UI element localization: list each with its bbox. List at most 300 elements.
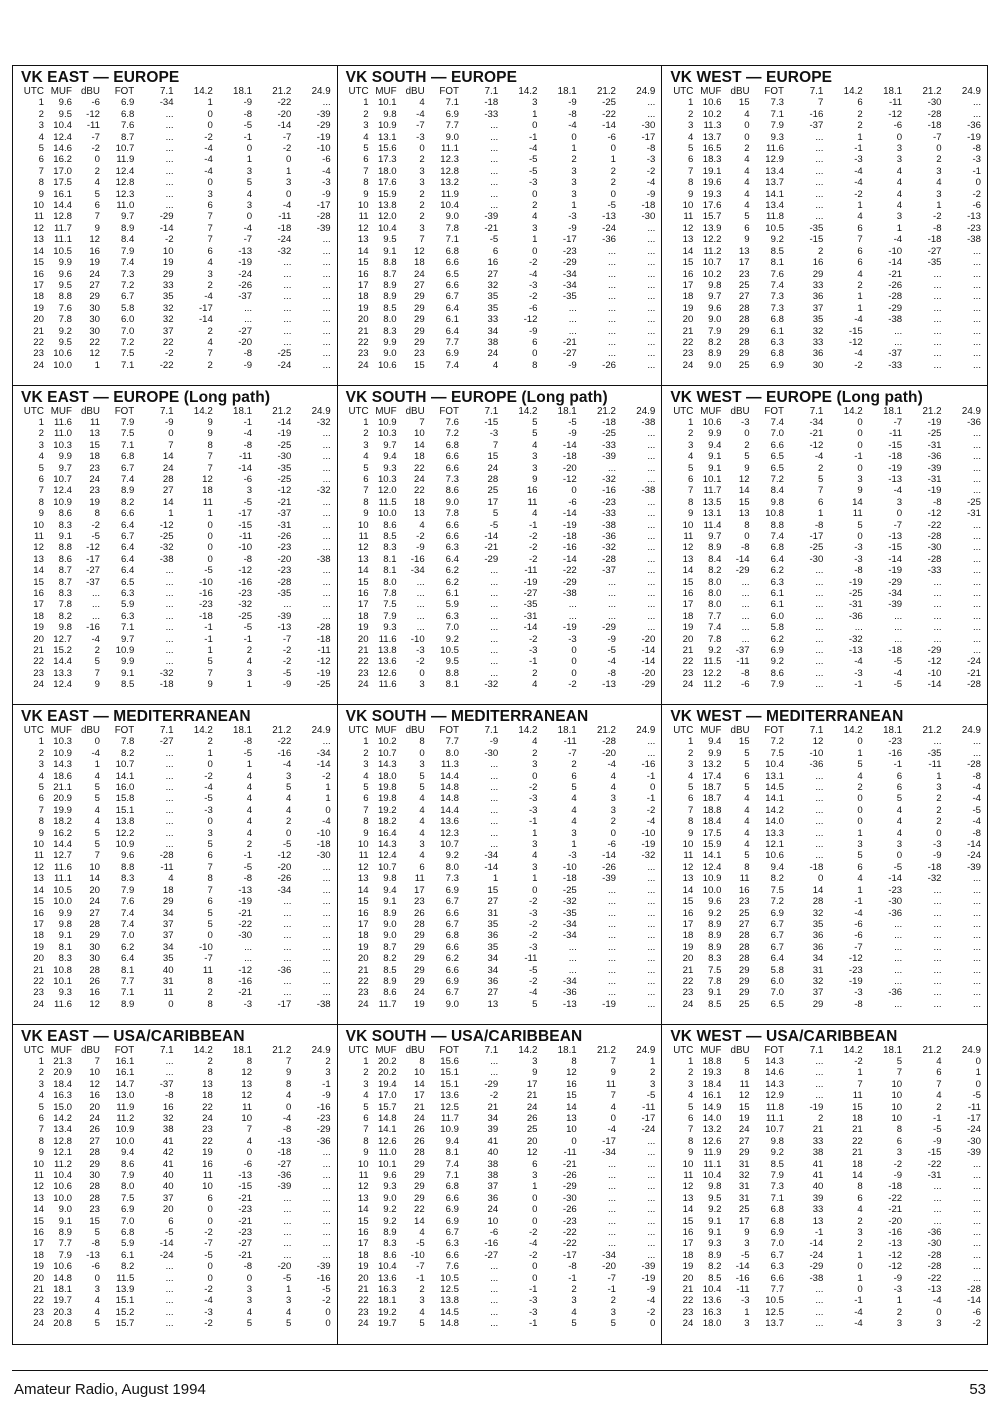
table-cell: 15.7 [377,1101,397,1113]
table-cell: 8.9 [383,907,397,919]
table-cell: 23 [414,348,425,360]
table-cell: -22 [562,565,577,577]
table-cell: 9.9 [708,428,722,440]
table-cell: -12 [277,850,292,862]
table-cell: ... [815,679,824,691]
table-cell: 4 [286,1090,292,1102]
table-cell: 20 [526,1135,538,1147]
table-cell: -8 [243,108,253,120]
table-cell: -6 [243,473,253,485]
table-cell: 4 [744,839,750,851]
table-cell: 5 [94,827,101,839]
table-cell: 5 [687,462,694,474]
table-cell: 9 [207,428,213,440]
table-cell: 3 [532,462,538,474]
table-cell: 8.5 [383,964,397,976]
table-cell: 7 [936,1078,942,1090]
table-cell: ... [490,1306,499,1318]
table-cell: 3 [936,782,942,794]
table-cell: 8.9 [383,279,397,291]
table-cell: ... [322,941,331,953]
column-header: 14.2 [193,405,213,417]
table-cell: 29 [738,987,750,999]
table-cell: 6.6 [445,964,459,976]
table-cell: -4 [243,428,253,440]
table-cell: -3 [972,154,981,166]
table-cell: -28 [927,1261,942,1273]
table-row [668,622,981,633]
table-cell: 19 [682,302,694,314]
table-cell: 11.3 [440,759,459,771]
table-cell: 18.3 [702,154,722,166]
table-cell: 1 [325,793,331,805]
table-cell: -37 [277,508,292,520]
table-cell: -1 [607,1284,617,1296]
table-cell: 4 [38,770,44,782]
table-cell: 0 [975,1055,981,1067]
table-cell: 14 [357,1204,369,1216]
table-cell: -11 [736,656,750,668]
table-cell: ... [322,462,331,474]
table-cell: 0 [286,1101,292,1113]
table-cell: ... [647,987,656,999]
table-cell: 7 [94,1055,101,1067]
column-header: MUF [50,1044,72,1056]
table-cell: 12.6 [377,667,397,679]
table-row [344,109,656,120]
table-cell: 6 [857,245,863,257]
table-cell: 6.6 [120,508,135,520]
table-cell: 7.1 [445,1169,459,1181]
table-cell: 4 [571,816,577,828]
table-cell: 16.3 [377,1284,397,1296]
table-cell: 11.2 [703,679,722,691]
table-cell: ... [322,565,331,577]
table-cell: 13.6 [440,816,459,828]
table-cell: ... [283,1215,292,1227]
table-cell: ... [647,348,656,360]
table-cell: 28 [738,314,750,326]
table-cell: -15 [238,1181,253,1193]
table-row [344,1261,656,1272]
table-cell: 13.6 [440,1090,459,1102]
table-cell: 19.3 [702,1067,722,1079]
table-cell: -5 [528,154,538,166]
table-cell: 3 [532,1055,538,1067]
table-cell: 8.6 [120,1158,135,1170]
table-cell: -39 [484,211,499,223]
table-cell: -21 [562,336,577,348]
table-cell: 9.5 [383,234,397,246]
column-header: 24.9 [636,725,656,736]
table-cell: 38 [162,1124,174,1136]
table-cell: 8.8 [445,667,459,679]
table-cell: 3 [246,485,253,497]
table-cell: 16.5 [702,143,722,155]
table-cell: 5 [857,519,863,531]
table-row [668,976,981,987]
table-cell: 7.5 [770,884,784,896]
table-row [344,565,656,576]
table-cell: 17 [357,1238,369,1250]
table-cell: ... [894,336,903,348]
table-cell: 0 [532,1192,538,1204]
table-cell: ... [165,793,174,805]
table-cell: -16 [410,553,425,565]
table-cell: ... [972,542,981,554]
table-row [344,280,656,291]
table-cell: -4 [322,816,331,828]
table-cell: 9 [744,234,750,246]
table-cell: 0 [94,154,101,166]
table-row [668,656,981,667]
table-cell: 3 [419,759,425,771]
table-cell: 21 [33,645,44,657]
column-header: UTC [348,405,369,417]
table-cell: 1 [687,1055,694,1067]
table-cell: -34 [277,884,292,896]
table-cell: 0 [857,439,863,451]
table-cell: 3 [610,793,617,805]
table-cell: ... [647,747,656,759]
column-header: FOT [114,86,135,97]
table-cell: 6 [363,154,369,166]
table-cell: 10.7 [115,759,135,771]
table-row [344,1273,656,1284]
table-cell: 16 [89,1090,101,1102]
table-cell: 22 [357,975,369,987]
table-cell: 15.6 [440,1055,459,1067]
table-cell: 20 [682,1272,694,1284]
table-row [668,120,981,131]
table-cell: 22 [852,1135,863,1147]
table-cell: 12 [738,473,750,485]
table-cell: 0 [168,998,174,1010]
table-row [19,577,331,588]
table-row [668,1295,981,1306]
table-cell: -6 [91,1261,101,1273]
table-cell: -20 [602,1261,617,1273]
table-cell: ... [933,953,942,965]
table-cell: -8 [814,519,824,531]
table-row [19,1307,331,1318]
table-cell: ... [165,1306,174,1318]
table-cell: -10 [562,861,577,873]
table-cell: -15 [238,519,253,531]
table-cell: -8 [933,496,942,508]
table-cell: 8.3 [58,519,72,531]
table-cell: 3 [419,839,425,851]
table-cell: 9.7 [120,633,135,645]
table-cell: ... [608,975,617,987]
table-cell: 5 [94,793,101,805]
table-cell: 7.0 [770,1238,784,1250]
table-cell: 0 [896,131,903,143]
table-cell: 10.5 [765,222,784,234]
table-cell: 1 [857,1249,863,1261]
table-cell: 12.4 [377,850,397,862]
table-cell: -36 [277,1169,292,1181]
table-cell: 29 [738,325,750,337]
table-cell: 33 [812,1135,824,1147]
table-cell: 22 [202,1135,213,1147]
table-cell: -1 [528,131,538,143]
table-cell: 3 [532,861,538,873]
table-cell: 25 [738,907,750,919]
table-cell: 6.6 [445,257,459,269]
table-cell: 13 [682,1192,694,1204]
table-row [668,1056,981,1067]
table-cell: -3 [568,633,577,645]
table-cell: 16 [682,268,694,280]
table-cell: 8.2 [58,610,72,622]
table-cell: -5 [243,496,253,508]
table-cell: -31 [967,508,981,520]
table-cell: -4 [972,793,981,805]
table-cell: -35 [927,747,942,759]
column-header: MUF [50,86,72,97]
table-cell: 13 [566,1112,577,1124]
table-cell: 9.9 [58,257,72,269]
table-cell: 1 [286,165,292,177]
table-row [668,759,981,770]
table-cell: 8 [744,519,750,531]
column-header: 24.9 [961,86,981,97]
table-cell: 8.0 [708,588,722,599]
table-row [19,554,331,565]
table-cell: 17.5 [53,177,72,189]
table-cell: 28 [738,336,750,348]
table-cell: ... [608,953,617,965]
table-cell: 12.5 [440,1101,459,1113]
table-cell: 7 [687,485,694,497]
table-cell: 30 [812,359,824,371]
table-cell: 15 [682,576,694,588]
table-row [19,679,331,690]
table-cell: 35 [487,302,499,314]
table-cell: 23 [682,1306,694,1318]
table-cell: 17 [33,918,44,930]
table-cell: ... [322,576,331,588]
table-cell: 0 [744,428,750,440]
table-row [19,1250,331,1261]
table-cell: 13.2 [702,759,722,771]
table-cell: 8.6 [445,485,459,497]
table-cell: 13.9 [115,1284,135,1296]
table-cell: ... [322,336,331,348]
table-header-row [668,1045,981,1056]
table-cell: 3 [38,1078,44,1090]
table-cell: 0 [571,131,577,143]
table-cell: 7.4 [770,279,784,291]
table-cell: 14.1 [115,770,135,782]
table-cell: 0 [207,120,213,132]
table-cell: 20 [682,633,694,645]
table-cell: 12.2 [115,827,135,839]
table-cell: 6.3 [445,610,459,622]
table-cell: ... [608,314,617,326]
table-cell: ... [815,633,824,645]
table-cell: 0 [207,1204,213,1216]
table-cell: 9.1 [58,930,72,942]
table-cell: 15.2 [115,1306,135,1318]
table-cell: -25 [316,679,331,691]
table-row [668,611,981,622]
table-cell: 14 [682,1204,694,1216]
table-cell: -2 [854,1055,863,1067]
table-cell: -21 [238,1215,253,1227]
table-row [668,748,981,759]
table-cell: 40 [162,1181,174,1193]
panel-title: VK SOUTH — EUROPE (Long path) [345,388,608,406]
table-cell: 6.9 [445,108,459,120]
column-header: 18.1 [557,405,577,417]
table-cell: ... [608,462,617,474]
table-cell: 14.4 [440,770,459,782]
table-cell: ... [283,941,292,953]
table-row [344,748,656,759]
table-cell: -19 [888,565,903,577]
table-cell: 18.2 [53,816,72,828]
table-cell: 9.0 [445,131,459,143]
table-row [668,1307,981,1318]
table-cell: 2 [419,154,425,166]
table-cell: ... [283,257,292,269]
table-cell: -3 [854,542,863,554]
table-cell: -30 [641,120,656,132]
table-cell: -31 [277,519,292,531]
table-cell: 21 [682,325,694,337]
table-cell: -32 [159,542,174,554]
table-row [19,109,331,120]
table-cell: 5 [363,782,369,794]
table-cell: ... [972,291,981,303]
table-cell: 15 [33,1215,44,1227]
table-cell: 0 [207,177,213,189]
table-cell: -12 [888,108,903,120]
table-cell: -5 [204,793,213,805]
table-cell: 9.1 [120,667,135,679]
table-cell: 7.8 [708,633,722,645]
table-cell: 12 [357,1181,369,1193]
table-cell: 5 [94,188,101,200]
table-cell: ... [322,97,331,109]
table-cell: ... [972,257,981,269]
table-cell: -3 [528,907,538,919]
table-cell: 2 [207,359,213,371]
table-cell: 5 [38,782,44,794]
table-cell: 9 [286,1067,292,1079]
table-cell: ... [933,622,942,634]
table-row [668,97,981,108]
table-cell: -4 [607,759,617,771]
table-cell: 8.9 [383,291,397,303]
table-row [344,577,656,588]
table-cell: 3 [38,439,44,451]
table-cell: -35 [277,462,292,474]
table-cell: -24 [967,656,981,668]
table-cell: ... [815,793,824,805]
table-cell: 12.4 [53,679,72,691]
table-cell: -2 [528,542,538,554]
table-cell: ... [283,896,292,908]
table-cell: 4 [936,1055,942,1067]
table-cell: 4 [94,816,101,828]
table-cell: 11 [90,416,101,428]
table-cell: 10.9 [377,120,397,132]
table-cell: 22 [414,462,425,474]
table-cell: 0 [94,736,101,748]
table-cell: 3 [207,827,213,839]
table-cell: ... [815,1295,824,1307]
table-cell: 23 [202,1124,213,1136]
table-cell: -25 [277,348,292,360]
table-cell: 9.4 [383,451,397,463]
table-cell: 4 [744,793,750,805]
table-cell: -14 [927,679,942,691]
table-cell: 8 [744,861,750,873]
table-cell: 5 [94,1227,101,1238]
table-row [344,1295,656,1306]
table-cell: -22 [927,1272,942,1284]
table-cell: ... [283,268,292,280]
table-cell: -3 [489,428,499,440]
propagation-table [344,725,656,1010]
table-cell: 12.9 [765,1090,784,1102]
table-cell: -5 [893,656,903,668]
table-cell: 3 [896,839,903,851]
table-cell: 3 [571,1295,577,1307]
table-cell: 6.2 [445,953,459,965]
table-cell: 20 [33,314,44,326]
table-cell: 20 [682,953,694,965]
table-cell: -4 [646,816,656,828]
table-cell: -5 [528,165,538,177]
table-row [344,1284,656,1295]
panel-title: VK EAST — USA/CARIBBEAN [21,1027,245,1045]
table-cell: 4 [687,451,694,463]
table-cell: 9.2 [383,1204,397,1216]
table-cell: -27 [238,325,253,337]
table-cell: 8.6 [383,987,397,999]
table-cell: ... [933,268,942,280]
table-cell: -4 [282,759,292,771]
table-cell: 1 [896,1295,903,1307]
table-cell: 34 [812,953,824,965]
table-cell: ... [608,1204,617,1216]
table-cell: ... [647,462,656,474]
table-cell: 3 [896,1318,903,1330]
table-cell: -20 [277,1261,292,1273]
table-cell: 9.3 [383,1181,397,1193]
table-cell: 2 [744,439,750,451]
table-cell: 9.2 [708,645,722,657]
table-row [344,816,656,827]
table-cell: 4 [857,1204,863,1216]
table-cell: ... [490,827,499,839]
table-cell: 0 [207,553,213,565]
table-cell: 5 [207,918,213,930]
table-cell: 6 [492,245,499,257]
table-cell: 42 [162,1147,174,1159]
table-cell: -13 [602,679,617,691]
table-cell: 5.9 [120,1238,135,1250]
table-cell: 24 [682,998,694,1010]
table-row [668,326,981,337]
table-cell: ... [933,1181,942,1193]
table-cell: 15 [89,439,101,451]
table-cell: -16 [484,1238,499,1250]
